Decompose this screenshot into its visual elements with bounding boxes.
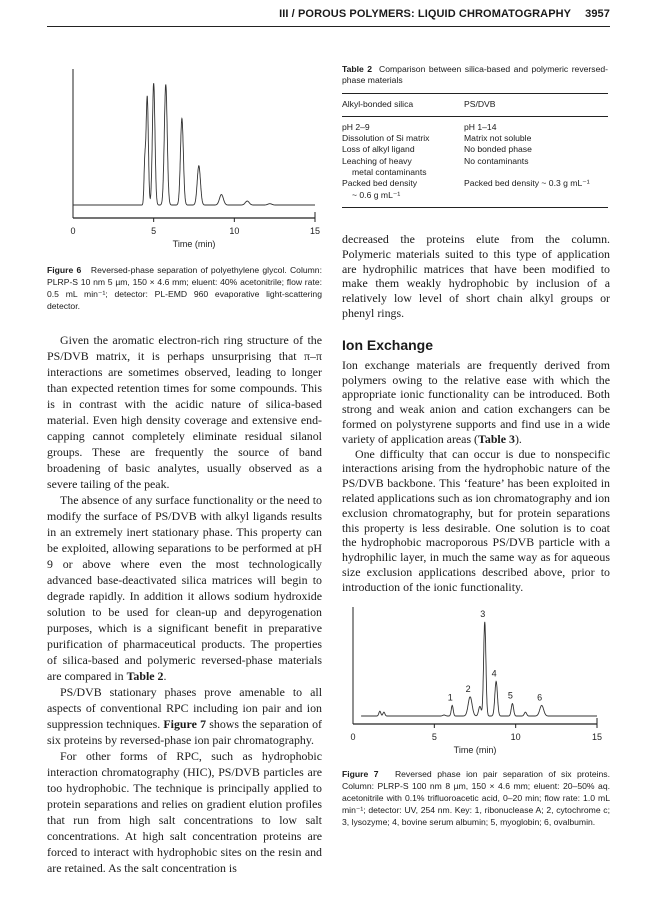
table-cell: ~ 0.6 g mL⁻¹: [352, 189, 401, 200]
x-axis-label: Time (min): [172, 239, 216, 249]
x-tick-label: 5: [431, 732, 437, 742]
paragraph: [342, 358, 610, 447]
table-cell: Packed bed density ~ 0.3 g mL⁻¹: [464, 178, 590, 189]
table-header-cell: Alkyl-bonded silica: [342, 98, 414, 109]
figure-6-label: Figure 6: [47, 265, 82, 275]
text: ).: [514, 431, 522, 446]
table-cell: Loss of alkyl ligand: [342, 144, 415, 155]
x-tick-label: 0: [70, 226, 76, 236]
table-3-link[interactable]: Table 3: [478, 431, 515, 446]
table-row: [342, 167, 608, 178]
paragraph: One difficulty that can occur is due to nonspecific interactions arising from the hydrophobic nature of the PS/DVB backbone. This ‘feature’ has been exploited in related applications such as ion chromatography and ion exclusion chromatography, but for protein separations this property is less desirable. One solution is to coat the hydrophobic macroporous PS/DVB particle with a hydrophilic layer, in much the same way as for aqueous size exclusion applications described above, prior to introduction of the ionic functionality.: [342, 446, 610, 594]
table-row: [342, 122, 608, 133]
paragraph: decreased the proteins elute from the column. Polymeric materials suited to this type of application are hydrophilic matrices that have been modified to make them weakly hydrophobic by inclusion of a relatively low level of short chain alkyl groups or phenyl rings.: [342, 232, 610, 320]
table-body: [342, 117, 608, 207]
table-row: [342, 156, 608, 167]
table-2-link[interactable]: Table 2: [126, 669, 164, 683]
x-tick-label: 15: [591, 732, 603, 742]
table-cell: No bonded phase: [464, 144, 532, 155]
section-heading-ion-exchange: Ion Exchange: [342, 336, 434, 353]
table-cell: metal contaminants: [352, 167, 427, 178]
text: PS/DVB stationary phases prove amenable to all aspects of conventional RPC including ion pair and ion suppression techniques.: [47, 685, 322, 731]
table-cell: pH 1–14: [464, 121, 497, 132]
table-2-caption: [342, 64, 608, 87]
x-tick-label: 10: [229, 226, 240, 236]
peak-label: 4: [491, 668, 497, 679]
left-column-text: [47, 332, 322, 876]
table-row: [342, 144, 608, 155]
table-cell: pH 2–9: [342, 121, 370, 132]
paragraph: [47, 492, 322, 684]
text: shows the separation of six proteins by reversed-phase ion pair chromatography.: [47, 717, 322, 747]
table-header-row: [342, 94, 608, 116]
figure-7-caption: [342, 768, 610, 828]
table-2-label: Table 2: [342, 64, 373, 74]
table-header-cell: PS/DVB: [464, 98, 496, 109]
table-row: [342, 190, 608, 201]
table-cell: Packed bed density: [342, 178, 418, 189]
figure-6-caption-text: Reversed-phase separation of polyethylene glycol. Column: PLRP-S 10 nm 5 µm, 150 × 4.6 mm; eluent: 40% acetonitrile; flow rate: 0.5 mL min⁻¹; detector: PL-EMD 960 evaporative light-scattering detector.: [47, 265, 322, 312]
table-cell: No contaminants: [464, 155, 529, 166]
figure-7-link[interactable]: Figure 7: [163, 717, 207, 731]
table-cell: Dissolution of Si matrix: [342, 133, 430, 144]
figure-7-chart: [350, 607, 602, 755]
paragraph: [47, 684, 322, 748]
table-cell: Leaching of heavy: [342, 155, 412, 166]
chromatogram-trace: [361, 622, 597, 716]
table-2: [342, 64, 608, 208]
x-tick-label: 15: [309, 226, 321, 236]
x-tick-label: 0: [350, 732, 356, 742]
running-title: III / POROUS POLYMERS: LIQUID CHROMATOGRAPHY: [279, 8, 572, 20]
chromatogram-trace: [73, 83, 315, 205]
figure-6-chart: [70, 69, 320, 249]
table-2-title: Comparison between silica-based and polymeric reversed-phase materials: [342, 64, 608, 86]
table-row: [342, 133, 608, 144]
table-cell: [474, 190, 608, 201]
table-bottom-rule: [342, 207, 608, 208]
figure-7-label: Figure 7: [342, 769, 379, 779]
peak-label: 1: [447, 692, 453, 703]
right-column-text: [342, 232, 610, 595]
page-number: 3957: [585, 8, 610, 20]
text: Ion exchange materials are frequently derived from polymers owing to the relative ease with which the appropriate ionic functionality can be introduced. Both strong and weak anion and cation exchangers can be formed on polystyrene supports and find use in a wide variety of application areas (: [342, 357, 610, 446]
x-tick-label: 5: [151, 226, 157, 236]
text: The absence of any surface functionality or the need to modify the surface of PS/DVB with alkyl ligands results in an extremely inert stationary phase. This property can be exploited, allowing separations to be performed at pH 9 or above where even the most technologically advanced base-deactivated silica matrices will begin to degrade rapidly. In addition it allows sodium hydroxide solution to be used for clean-up and depyrogenation purposes, which is a significant benefit in preparative purification of pharmaceutical products. The properties of silica-based and polymeric reversed-phase materials are compared in: [47, 493, 322, 683]
figure-6-caption: [47, 264, 322, 312]
table-cell: [474, 167, 608, 178]
x-axis-label: Time (min): [453, 745, 497, 755]
paragraph: For other forms of RPC, such as hydrophobic interaction chromatography (HIC), PS/DVB particles are too hydrophobic. The technique is principally applied to protein separations and relies on gradient elution profiles that run from high salt concentrations to low salt concentrations. At high salt concentration proteins are forced to interact with hydrophobic sites on the resin and are retained. As the salt concentration is: [47, 749, 322, 875]
peak-label: 6: [537, 692, 543, 703]
x-tick-label: 10: [510, 732, 521, 742]
peak-label: 2: [465, 683, 471, 694]
text: .: [163, 669, 167, 683]
table-cell: Matrix not soluble: [464, 133, 532, 144]
peak-label: 5: [507, 690, 513, 701]
table-row: [342, 178, 608, 189]
peak-label: 3: [480, 608, 486, 619]
paragraph: Given the aromatic electron-rich ring structure of the PS/DVB matrix, it is perhaps unsurprising that π–π interactions are sometimes observed, leading to longer than expected retention times for some compounds. This is in contrast with the acidic nature of silica-based material. Even high density coverage and extensive end-capping cannot completely eliminate residual silanol groups. These are frequently the source of band broadening of basic analytes, usually observed as a severe tailing of the peak.: [47, 333, 322, 491]
figure-7-caption-text: Reversed phase ion pair separation of six proteins. Column: PLRP-S 100 nm 8 µm, 150 × 4.6 mm; eluent: 20–50% aq. acetonitrile with 0.1% trifluoroacetic acid, 0–20 min; flow rate: 1.0 mL min⁻¹; detector: UV, 254 nm. Key: 1, ribonuclease A; 2, cytochrome c; 3, lysozyme; 4, bovine serum albumin; 5, myoglobin; 6, ovalbumin.: [342, 769, 610, 828]
